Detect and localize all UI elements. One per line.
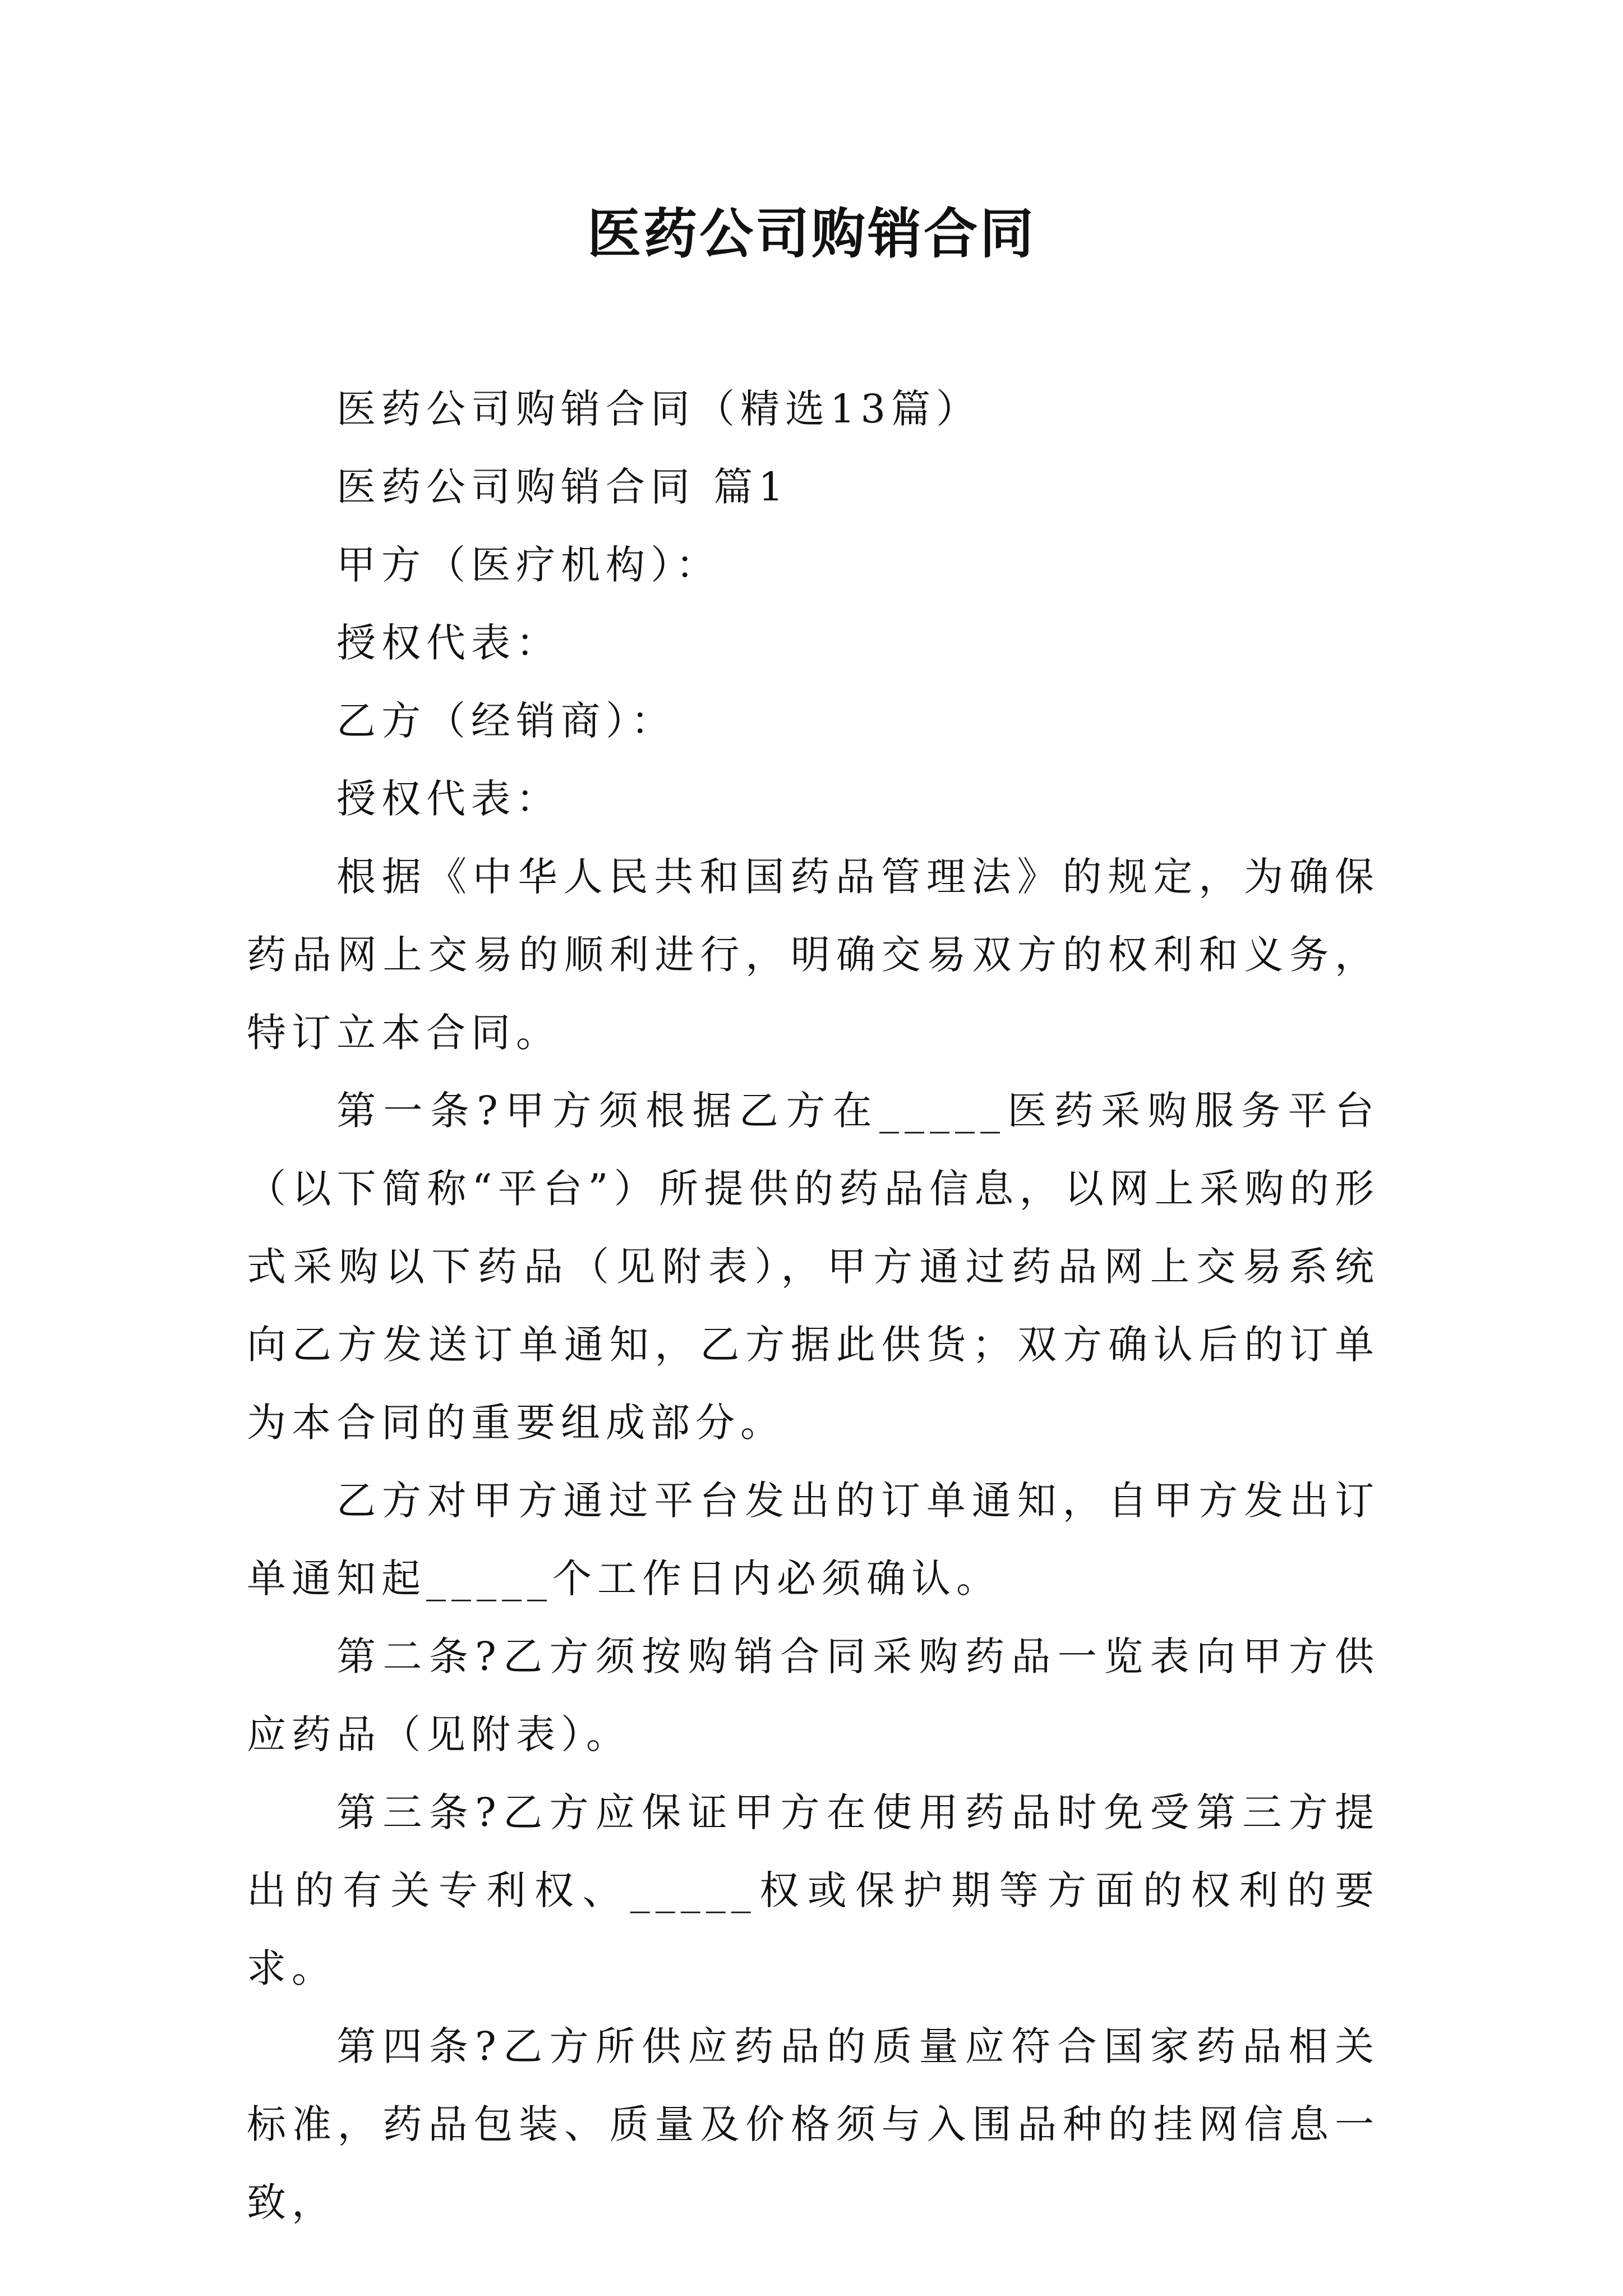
document-body bbox=[247, 370, 1380, 2242]
document-title: 医药公司购销合同 bbox=[587, 203, 1036, 265]
party-a-representative-line: 授权代表： bbox=[336, 620, 561, 666]
article-4-paragraph: 第四条?乙方所供应药品的质量应符合国家药品相关标准，药品包装、质量及价格须与入围品种的挂网信息一致， bbox=[247, 2023, 1380, 2225]
subtitle-paragraph: 医药公司购销合同（精选13篇） bbox=[336, 386, 981, 432]
party-a-line: 甲方（医疗机构）： bbox=[336, 542, 721, 588]
article-1-paragraph: 第一条?甲方须根据乙方在_____医药采购服务平台（以下简称“平台”）所提供的药品信息，以网上采购的形式采购以下药品（见附表），甲方通过药品网上交易系统向乙方发送订单通知，乙方据此供货；双方确认后的订单为本合同的重要组成部分。 bbox=[247, 1088, 1380, 1446]
article-3-paragraph: 第三条?乙方应保证甲方在使用药品时免受第三方提出的有关专利权、_____权或保护期等方面的权利的要求。 bbox=[247, 1789, 1380, 1991]
party-b-representative-line: 授权代表： bbox=[336, 776, 561, 822]
order-confirmation-paragraph: 乙方对甲方通过平台发出的订单通知，自甲方发出订单通知起_____个工作日内必须确认。 bbox=[247, 1478, 1380, 1602]
section-heading: 医药公司购销合同 篇1 bbox=[336, 464, 789, 510]
party-b-line: 乙方（经销商）： bbox=[336, 698, 676, 744]
preamble-paragraph: 根据《中华人民共和国药品管理法》的规定，为确保药品网上交易的顺利进行，明确交易双方的权利和义务，特订立本合同。 bbox=[247, 854, 1380, 1056]
article-2-paragraph: 第二条?乙方须按购销合同采购药品一览表向甲方供应药品（见附表）。 bbox=[247, 1634, 1380, 1757]
